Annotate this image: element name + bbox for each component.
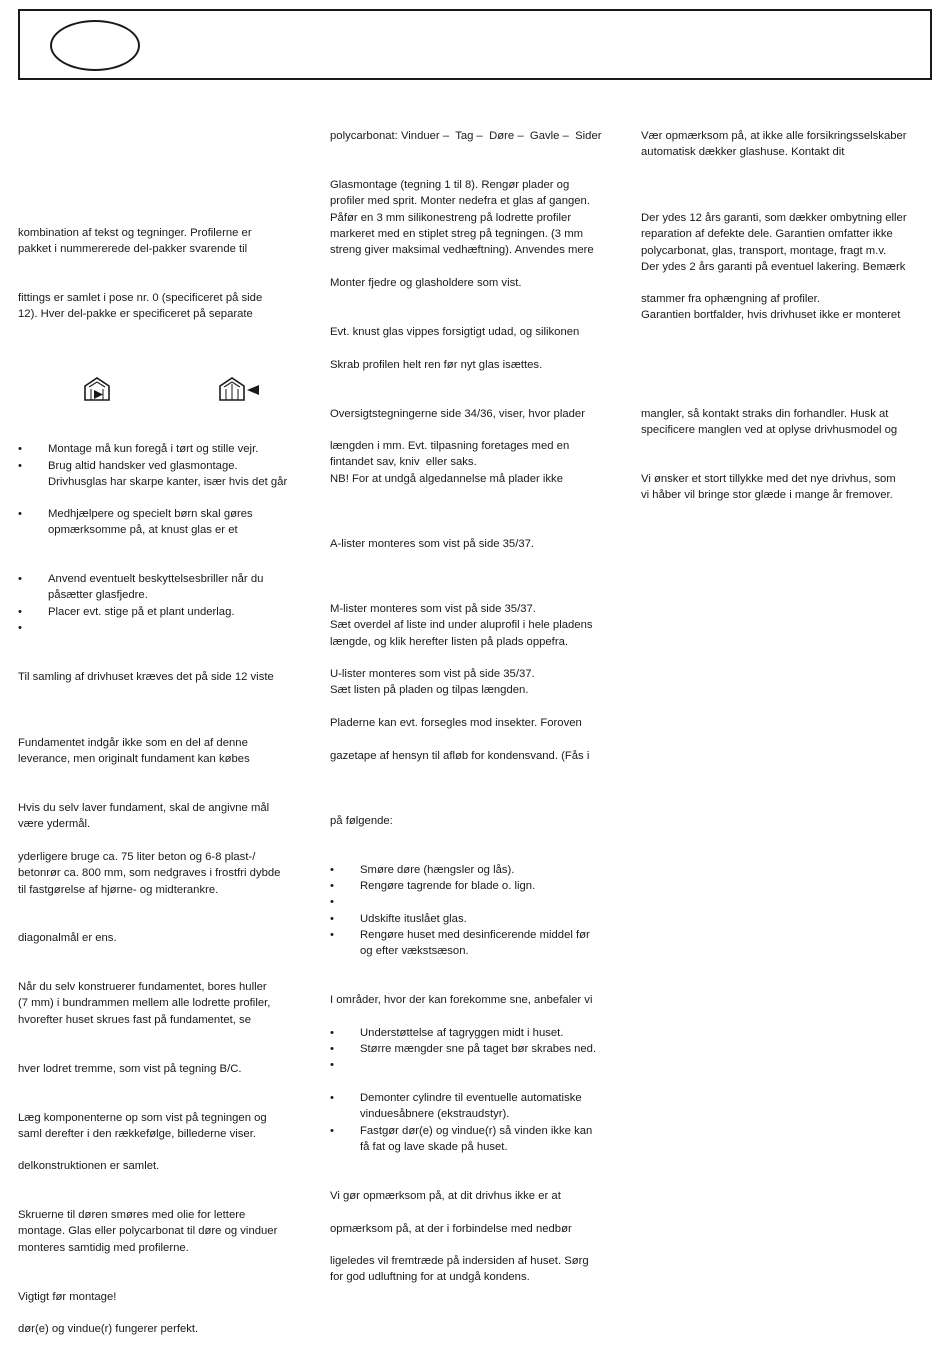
text-vaer: Vær opmærksom på, at ikke alle forsikringsselskaber automatisk dækker glashuse. Kontakt dit [641, 130, 907, 159]
text-opmaerksom: opmærksom på, at der i forbindelse med nedbør [330, 1223, 572, 1235]
text-laeg: Læg komponenterne op som vist på tegningen og saml derefter i den rækkefølge, billederne viser. [18, 1112, 267, 1141]
text-mangler: mangler, så kontakt straks din forhandler. Husk at specificere manglen ved at oplyse drivhusmodel og [641, 408, 898, 437]
text-oversigt: Oversigtstegningerne side 34/36, viser, hvor plader [330, 408, 585, 420]
text-kombination: kombination af tekst og tegninger. Profilerne er pakket i nummererede del-pakker svarende til [18, 227, 252, 256]
text-samling: Til samling af drivhuset kræves det på side 12 viste [18, 671, 274, 683]
greenhouse-play-icon [83, 376, 113, 407]
text-pladerne: Pladerne kan evt. forsegles mod insekter. Foroven [330, 717, 582, 729]
text-fundamentet: Fundamentet indgår ikke som en del af denne leverance, men originalt fundament kan købes [18, 737, 250, 766]
text-ligeledes: ligeledes vil fremtræde på indersiden af huset. Sørg for god udluftning for at undgå kondens. [330, 1255, 589, 1284]
header-box [18, 9, 932, 80]
text-hver: hver lodret tremme, som vist på tegning B/C. [18, 1063, 242, 1075]
text-diagonal: diagonalmål er ens. [18, 932, 117, 944]
text-glasmontage: Glasmontage (tegning 1 til 8). Rengør plader og profiler med sprit. Monter nedefra et glas af gangen. Påfør en 3 mm silikonestreng på lodrette profiler markeret med en stiplet streg på tegningen. (3 mm streng giver maksimal vedhæftning). Anvendes mere [330, 179, 594, 257]
text-knust: Evt. knust glas vippes forsigtigt udad, og silikonen [330, 326, 580, 338]
text-delkonstruktionen: delkonstruktionen er samlet. [18, 1160, 160, 1172]
text-stammer: stammer fra ophængning af profiler. Garantien bortfalder, hvis drivhuset ikke er monteret [641, 293, 901, 322]
greenhouse-arrow-icon [218, 376, 262, 407]
text-naar: Når du selv konstruerer fundamentet, bores huller (7 mm) i bundrammen mellem alle lodrette profiler, hvorefter huset skrues fast på fundamentet, se [18, 981, 271, 1026]
text-gazetape: gazetape af hensyn til afløb for kondensvand. (Fås i [330, 750, 590, 762]
text-laengden: længden i mm. Evt. tilpasning foretages med en fintandet sav, kniv eller saks. NB! For at undgå algedannelse må plader ikke [330, 440, 570, 485]
text-doer: dør(e) og vindue(r) fungerer perfekt. [18, 1323, 199, 1335]
text-paa-foelgende: på følgende: [330, 815, 393, 827]
text-hvis: Hvis du selv laver fundament, skal de angivne mål være ydermål. [18, 802, 270, 831]
text-sne: I områder, hvor der kan forekomme sne, anbefaler vi [330, 994, 593, 1006]
text-fittings: fittings er samlet i pose nr. 0 (specificeret på side 12). Hver del-pakke er specificeret på separate [18, 292, 263, 321]
text-skrab: Skrab profilen helt ren før nyt glas isættes. [330, 359, 543, 371]
text-vi-goer: Vi gør opmærksom på, at dit drivhus ikke er at [330, 1190, 561, 1202]
text-vigtigt: Vigtigt før montage! [18, 1291, 117, 1303]
text-garanti: Der ydes 12 års garanti, som dækker ombytning eller reparation af defekte dele. Garantien omfatter ikke polycarbonat, glas, transport, montage, fragt m.v. Der ydes 2 års garanti på eventuel lakering. Bemærk [641, 212, 907, 273]
text-yderligere: yderligere bruge ca. 75 liter beton og 6-8 plast-/ betonrør ca. 800 mm, som nedgraves i frostfri dybde til fastgørelse af hjørne- og midterankre. [18, 851, 281, 896]
text-fjedre: Monter fjedre og glasholdere som vist. [330, 277, 522, 289]
language-badge-oval [50, 20, 140, 71]
text-mlister: M-lister monteres som vist på side 35/37. Sæt overdel af liste ind under aluprofil i hele pladens længde, og klik herefter listen på plads oppefra. [330, 603, 593, 648]
text-polycarbonat: polycarbonat: Vinduer – Tag – Døre – Gavle – Sider [330, 130, 602, 142]
text-vi-oensker: Vi ønsker et stort tillykke med det nye drivhus, som vi håber vil bringe stor glæde i mange år fremover. [641, 473, 896, 502]
text-skruerne: Skruerne til døren smøres med olie for lettere montage. Glas eller polycarbonat til døre og vinduer monteres samtidig med profilerne. [18, 1209, 278, 1254]
text-alister: A-lister monteres som vist på side 35/37. [330, 538, 535, 550]
text-ulister: U-lister monteres som vist på side 35/37. Sæt listen på pladen og tilpas længden. [330, 668, 535, 697]
